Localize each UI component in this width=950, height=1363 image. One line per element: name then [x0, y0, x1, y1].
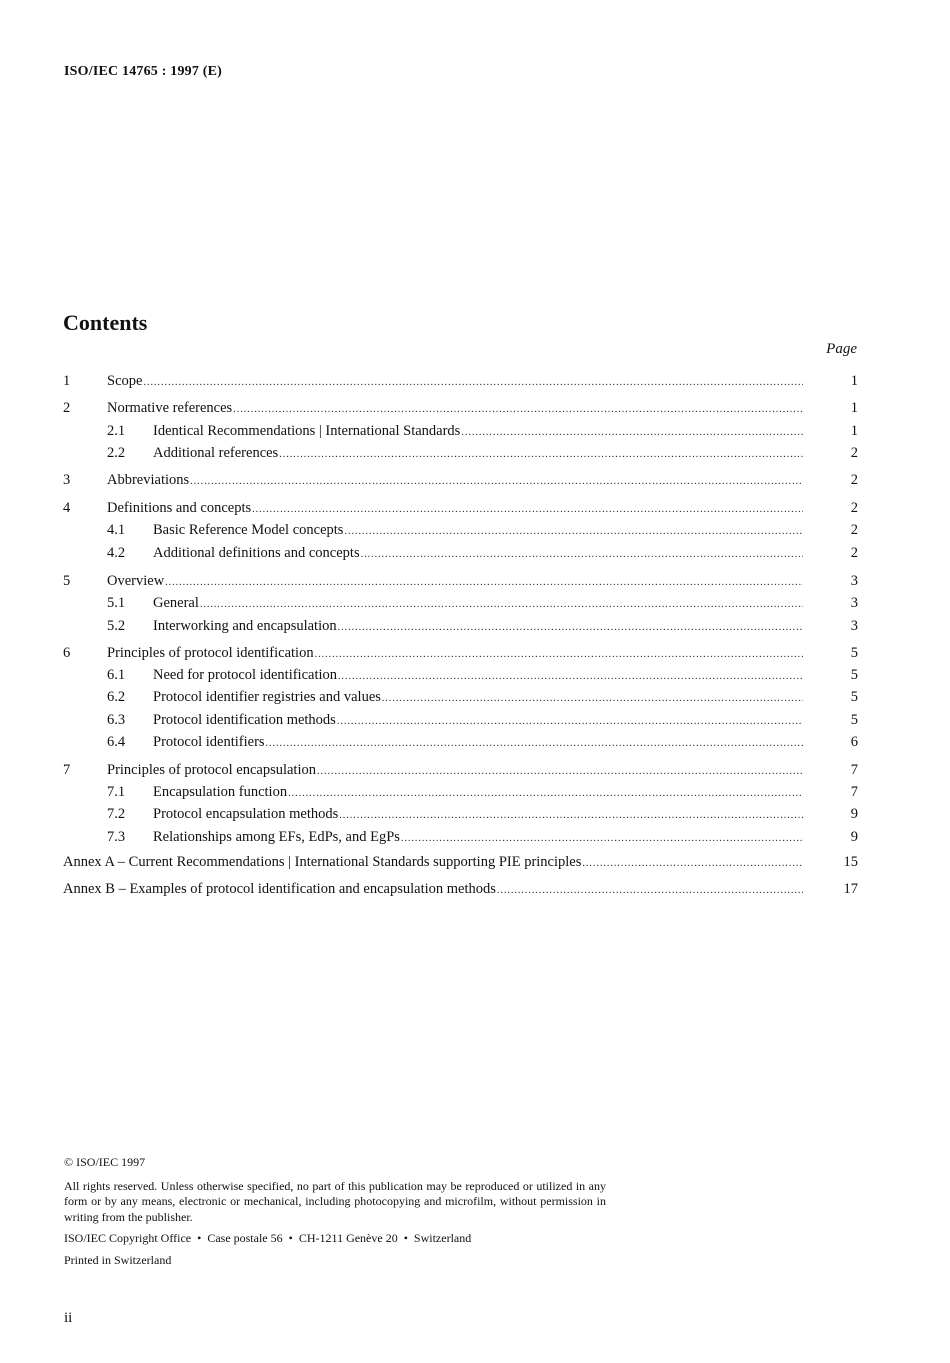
toc-section-number: 5 — [63, 573, 71, 589]
toc-section-number: 1 — [63, 373, 71, 389]
copyright-office-address — [64, 1231, 606, 1247]
toc-page-number: 1 — [850, 423, 858, 439]
toc-row — [0, 371, 950, 391]
toc-row — [0, 782, 950, 802]
toc-page-number: 2 — [850, 545, 858, 561]
toc-page-number: 2 — [850, 472, 858, 488]
toc-page-number: 7 — [850, 762, 858, 778]
toc-row — [0, 571, 950, 591]
toc-row — [0, 593, 950, 613]
toc-row — [0, 804, 950, 824]
toc-row — [0, 498, 950, 518]
office-postbox: Case postale 56 — [207, 1231, 283, 1245]
toc-row — [0, 852, 950, 872]
toc-page-number: 5 — [850, 689, 858, 705]
dot-leader — [232, 400, 803, 420]
toc-page-number: 7 — [850, 784, 858, 800]
bullet-separator: • — [288, 1231, 293, 1245]
copyright-line: © ISO/IEC 1997 — [64, 1155, 146, 1169]
toc-row — [0, 520, 950, 540]
toc-entry-title: Relationships among EFs, EdPs, and EgPs — [153, 829, 400, 845]
toc-section-number: 7 — [63, 762, 71, 778]
dot-leader — [314, 645, 803, 665]
toc-page-number: 6 — [850, 734, 858, 750]
toc-entry[interactable] — [153, 687, 803, 709]
toc-section-number: 7.1 — [107, 784, 126, 800]
toc-section-number: 2.1 — [107, 423, 126, 439]
toc-section-number: 5.1 — [107, 595, 126, 611]
toc-entry[interactable] — [153, 543, 803, 565]
toc-section-number: 6.3 — [107, 712, 126, 728]
toc-page-number: 3 — [850, 573, 858, 589]
toc-entry-title: Normative references — [107, 400, 233, 416]
toc-row — [0, 732, 950, 752]
toc-entry-title: Basic Reference Model concepts — [153, 522, 344, 538]
toc-entry[interactable] — [153, 520, 803, 542]
toc-entry[interactable] — [153, 732, 803, 754]
toc-section-number: 4 — [63, 500, 71, 516]
toc-entry[interactable] — [153, 421, 803, 443]
toc-row — [0, 470, 950, 490]
toc-row — [0, 616, 950, 636]
toc-entry[interactable] — [153, 665, 803, 687]
page-column-label: Page — [826, 341, 857, 357]
toc-entry[interactable] — [107, 470, 803, 492]
office-city: CH-1211 Genève 20 — [298, 1231, 398, 1245]
page-number: ii — [64, 1310, 73, 1326]
toc-entry-title: Identical Recommendations | International Standards — [153, 423, 461, 439]
toc-section-number: 3 — [63, 472, 71, 488]
toc-page-number: 3 — [850, 618, 858, 634]
toc-page-number: 1 — [850, 373, 858, 389]
toc-page-number: 15 — [843, 854, 858, 870]
toc-section-number: 6.2 — [107, 689, 126, 705]
dot-leader — [189, 472, 803, 492]
toc-entry[interactable] — [107, 760, 803, 782]
toc-entry[interactable] — [107, 571, 803, 593]
toc-section-number: 2 — [63, 400, 71, 416]
toc-entry[interactable] — [153, 804, 803, 826]
toc-entry-title: Annex A – Current Recommendations | International Standards supporting PIE principles — [63, 854, 582, 870]
toc-page-number: 2 — [850, 522, 858, 538]
toc-entry[interactable] — [107, 498, 803, 520]
toc-entry-title: Scope — [107, 373, 143, 389]
rights-notice: All rights reserved. Unless otherwise specified, no part of this publication may be reproduced or utilized in any form or by any means, electronic or mechanical, including photocopying and microfilm, without permission in writing from the publisher. — [64, 1178, 606, 1224]
toc-row — [0, 710, 950, 730]
toc-entry-title: Additional references — [153, 445, 279, 461]
toc-entry-title: Interworking and encapsulation — [153, 618, 337, 634]
dot-leader — [337, 667, 803, 687]
toc-page-number: 9 — [850, 806, 858, 822]
toc-row — [0, 643, 950, 663]
toc-section-number: 6 — [63, 645, 71, 661]
toc-section-number: 7.2 — [107, 806, 126, 822]
toc-entry-title: General — [153, 595, 199, 611]
dot-leader — [338, 806, 803, 826]
toc-entry-title: Protocol identification methods — [153, 712, 336, 728]
toc-page-number: 2 — [850, 445, 858, 461]
dot-leader — [278, 445, 803, 465]
toc-section-number: 7.3 — [107, 829, 126, 845]
bullet-separator: • — [403, 1231, 408, 1245]
toc-entry[interactable] — [153, 443, 803, 465]
toc-entry-title: Abbreviations — [107, 472, 190, 488]
toc-entry[interactable] — [63, 879, 803, 901]
toc-entry-title: Overview — [107, 573, 165, 589]
dot-leader — [460, 423, 803, 443]
dot-leader — [287, 784, 803, 804]
toc-page-number: 5 — [850, 645, 858, 661]
dot-leader — [164, 573, 803, 593]
toc-row — [0, 827, 950, 847]
toc-entry[interactable] — [153, 616, 803, 638]
toc-entry-title: Additional definitions and concepts — [153, 545, 360, 561]
toc-entry[interactable] — [153, 782, 803, 804]
toc-section-number: 6.1 — [107, 667, 126, 683]
toc-entry[interactable] — [153, 827, 803, 849]
toc-entry-title: Protocol identifiers — [153, 734, 265, 750]
toc-section-number: 2.2 — [107, 445, 126, 461]
toc-entry[interactable] — [107, 398, 803, 420]
dot-leader — [581, 854, 803, 874]
office-name: ISO/IEC Copyright Office — [64, 1231, 192, 1245]
copyright-block — [64, 1155, 606, 1268]
toc-row — [0, 421, 950, 441]
toc-entry[interactable] — [107, 643, 803, 665]
toc-section-number: 5.2 — [107, 618, 126, 634]
toc-page-number: 5 — [850, 667, 858, 683]
dot-leader — [265, 734, 803, 754]
toc-entry[interactable] — [107, 371, 803, 393]
dot-leader — [199, 595, 803, 615]
toc-entry-title: Need for protocol identification — [153, 667, 338, 683]
dot-leader — [496, 881, 803, 901]
toc-page-number: 5 — [850, 712, 858, 728]
dot-leader — [316, 762, 803, 782]
toc-section-number: 6.4 — [107, 734, 126, 750]
toc-page-number: 17 — [843, 881, 858, 897]
bullet-separator: • — [197, 1231, 202, 1245]
toc-page-number: 3 — [850, 595, 858, 611]
toc-entry-title: Principles of protocol encapsulation — [107, 762, 316, 778]
contents-heading: Contents — [63, 310, 148, 335]
office-country: Switzerland — [413, 1231, 472, 1245]
toc-page-number: 9 — [850, 829, 858, 845]
toc-section-number: 4.2 — [107, 545, 126, 561]
toc-row — [0, 687, 950, 707]
dot-leader — [400, 829, 803, 849]
dot-leader — [360, 545, 803, 565]
toc-section-number: 4.1 — [107, 522, 126, 538]
toc-row — [0, 398, 950, 418]
toc-entry-title: Protocol encapsulation methods — [153, 806, 339, 822]
toc-entry-title: Definitions and concepts — [107, 500, 252, 516]
dot-leader — [251, 500, 803, 520]
toc-row — [0, 665, 950, 685]
toc-entry-title: Protocol identifier registries and values — [153, 689, 381, 705]
printed-in: Printed in Switzerland — [64, 1252, 172, 1267]
toc-page-number: 2 — [850, 500, 858, 516]
dot-leader — [381, 689, 803, 709]
toc-row — [0, 879, 950, 899]
toc-row — [0, 543, 950, 563]
toc-entry-title: Annex B – Examples of protocol identification and encapsulation methods — [63, 881, 496, 897]
toc-row — [0, 443, 950, 463]
dot-leader — [336, 712, 803, 732]
toc-entry[interactable] — [153, 710, 803, 732]
toc-entry-title: Principles of protocol identification — [107, 645, 314, 661]
toc-row — [0, 760, 950, 780]
toc-page-number: 1 — [850, 400, 858, 416]
dot-leader — [337, 618, 803, 638]
toc-entry[interactable] — [63, 852, 803, 874]
toc-entry-title: Encapsulation function — [153, 784, 288, 800]
toc-entry[interactable] — [153, 593, 803, 615]
dot-leader — [343, 522, 803, 542]
dot-leader — [142, 373, 803, 393]
document-identifier: ISO/IEC 14765 : 1997 (E) — [64, 64, 223, 79]
